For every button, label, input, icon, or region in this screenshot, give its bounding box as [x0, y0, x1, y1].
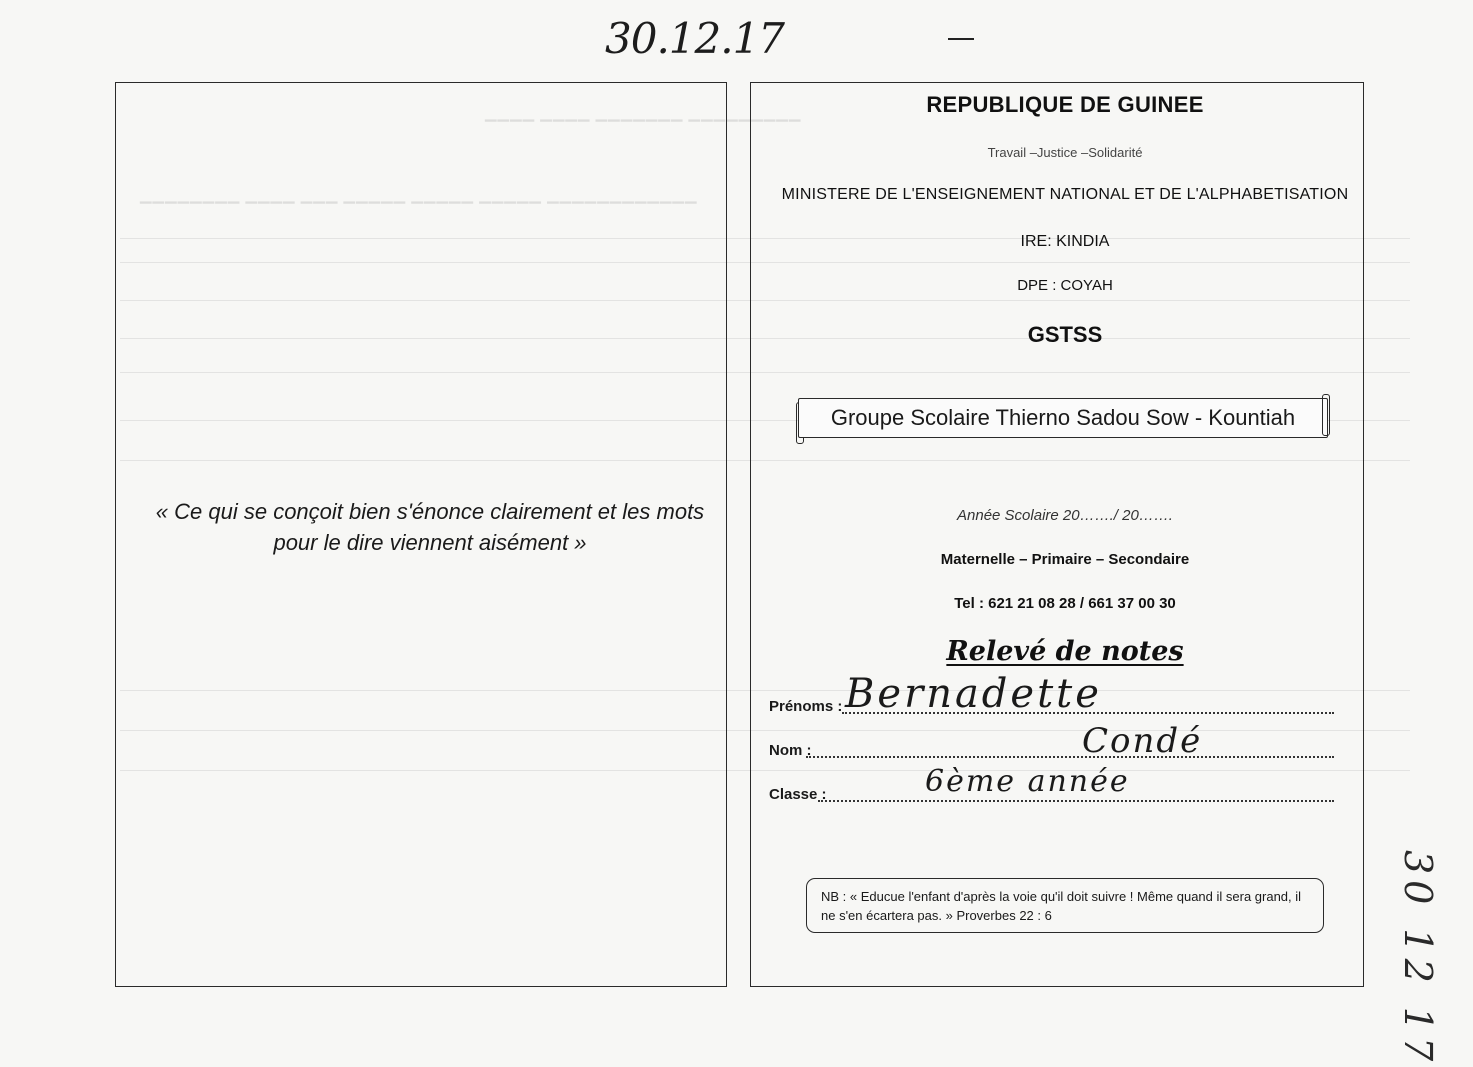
quote-text: « Ce qui se conçoit bien s'énonce clairement et les mots pour le dire viennent aisément »	[155, 499, 705, 555]
nom-label: Nom :	[769, 742, 812, 759]
dpe-label: DPE : COYAH	[1017, 277, 1113, 294]
phone-numbers: Tel : 621 21 08 28 / 661 37 00 30	[954, 595, 1176, 612]
classe-dotted-line	[818, 800, 1334, 802]
country-title: REPUBLIQUE DE GUINEE	[926, 92, 1204, 117]
right-panel	[750, 82, 1364, 987]
school-levels: Maternelle – Primaire – Secondaire	[940, 551, 1190, 568]
nb-proverb-box: NB : « Educue l'enfant d'après la voie qu'il doit suivre ! Même quand il sera grand, il ne s'en écartera pas. » Proverbes 22 : 6	[806, 878, 1324, 933]
school-year: Année Scolaire 20……./ 20…….	[957, 507, 1173, 524]
bleed-through-text: ▁▁▁▁ ▁▁▁▁ ▁▁▁▁▁▁▁ ▁▁▁▁▁▁▁▁▁	[485, 105, 802, 122]
ministry-name: MINISTERE DE L'ENSEIGNEMENT NATIONAL ET DE L'ALPHABETISATION	[781, 186, 1349, 203]
bleed-through-text: ▁▁▁▁▁▁▁▁ ▁▁▁▁ ▁▁▁ ▁▁▁▁▁ ▁▁▁▁▁ ▁▁▁▁▁ ▁▁▁▁▁▁▁▁▁▁▁▁	[140, 187, 698, 204]
school-name-banner: Groupe Scolaire Thierno Sadou Sow - Kountiah	[798, 398, 1328, 438]
classe-label: Classe :	[769, 786, 827, 803]
school-acronym: GSTSS	[1027, 322, 1103, 347]
classe-value: 6ème année	[925, 764, 1130, 799]
ire-label: IRE: KINDIA	[1020, 233, 1110, 250]
nom-value: Condé	[1082, 721, 1203, 761]
prenoms-value: Bernadette	[845, 671, 1102, 717]
handwritten-date-side: 30 12 17	[1396, 850, 1440, 1067]
banner-scroll-right	[1322, 394, 1330, 436]
handwritten-dash	[948, 38, 974, 40]
prenoms-label: Prénoms :	[769, 698, 843, 715]
document-title: Relevé de notes	[946, 636, 1184, 667]
nom-dotted-line	[806, 756, 1334, 758]
handwritten-date-top: 30.12.17	[605, 14, 785, 63]
national-motto: Travail –Justice –Solidarité	[987, 145, 1143, 160]
